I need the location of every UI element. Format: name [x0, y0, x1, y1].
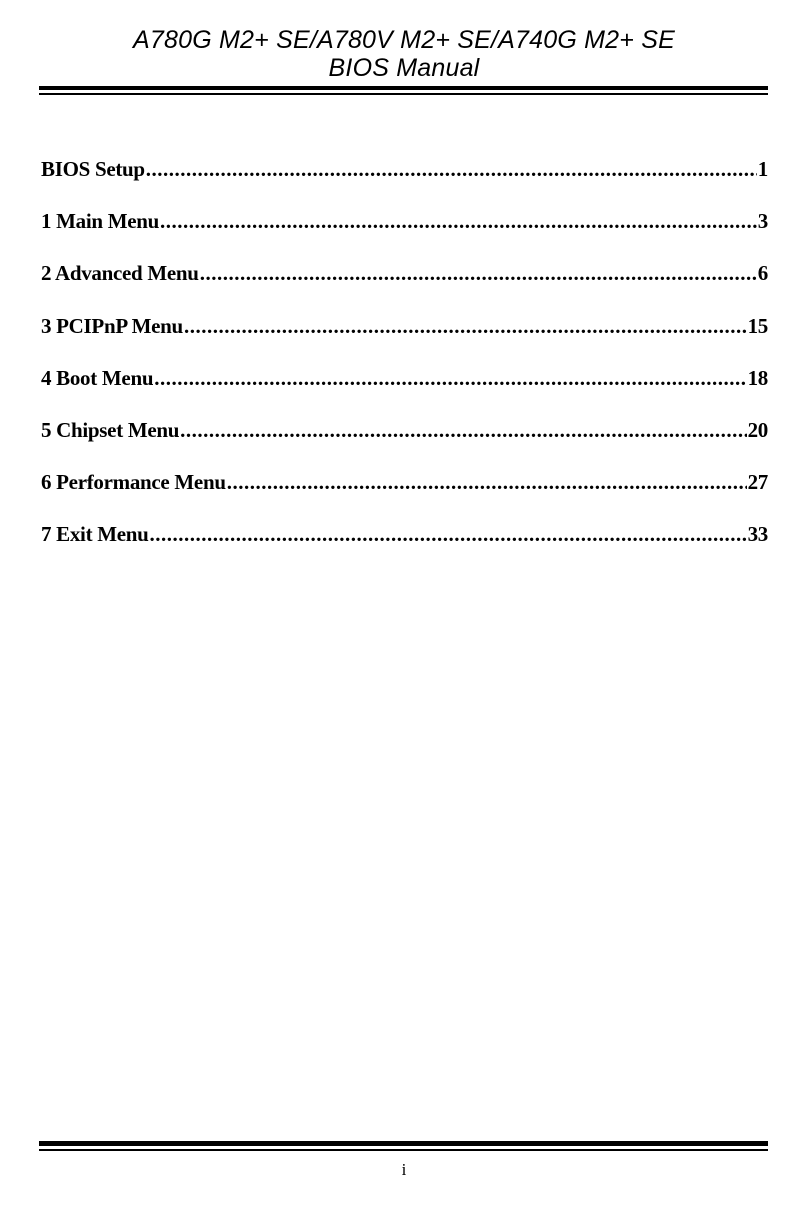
toc-entry-performance-menu[interactable] [41, 470, 768, 522]
toc-dot-leader [160, 209, 757, 234]
toc-entry-label: 5 Chipset Menu [41, 417, 180, 442]
toc-entry-bios-setup[interactable] [41, 157, 768, 209]
toc-dot-leader [146, 157, 757, 182]
manual-title-line-1: A780G M2+ SE/A780V M2+ SE/A740G M2+ SE [133, 26, 675, 54]
toc-dot-leader [200, 261, 757, 286]
toc-entry-boot-menu[interactable] [41, 366, 768, 418]
toc-entry-advanced-menu[interactable] [41, 261, 768, 313]
page-number: i [401, 1160, 407, 1179]
page-header [0, 26, 808, 82]
toc-entry-label: 7 Exit Menu [41, 522, 149, 547]
toc-entry-pcipnp-menu[interactable] [41, 314, 768, 366]
toc-entry-label: 6 Performance Menu [41, 470, 226, 495]
toc-entry-page: 15 [747, 313, 768, 338]
toc-dot-leader [180, 418, 746, 443]
footer-divider [39, 1141, 768, 1151]
table-of-contents [41, 157, 768, 575]
toc-entry-page: 20 [747, 417, 768, 442]
toc-entry-label: 2 Advanced Menu [41, 261, 199, 286]
toc-dot-leader [184, 314, 747, 339]
manual-title-line-2: BIOS Manual [328, 54, 480, 82]
toc-entry-page: 33 [747, 522, 768, 547]
toc-entry-page: 6 [757, 261, 768, 286]
toc-entry-page: 27 [747, 470, 768, 495]
toc-entry-chipset-menu[interactable] [41, 418, 768, 470]
toc-entry-page: 1 [757, 157, 768, 181]
toc-entry-main-menu[interactable] [41, 209, 768, 261]
toc-entry-page: 3 [757, 209, 768, 234]
toc-entry-label: BIOS Setup [41, 157, 145, 181]
toc-entry-label: 4 Boot Menu [41, 365, 154, 390]
toc-dot-leader [150, 522, 747, 547]
toc-entry-label: 3 PCIPnP Menu [41, 313, 183, 338]
toc-dot-leader [154, 366, 746, 391]
toc-entry-page: 18 [747, 365, 768, 390]
toc-entry-exit-menu[interactable] [41, 522, 768, 574]
toc-entry-label: 1 Main Menu [41, 209, 160, 234]
toc-dot-leader [227, 470, 747, 495]
header-divider [39, 86, 768, 95]
